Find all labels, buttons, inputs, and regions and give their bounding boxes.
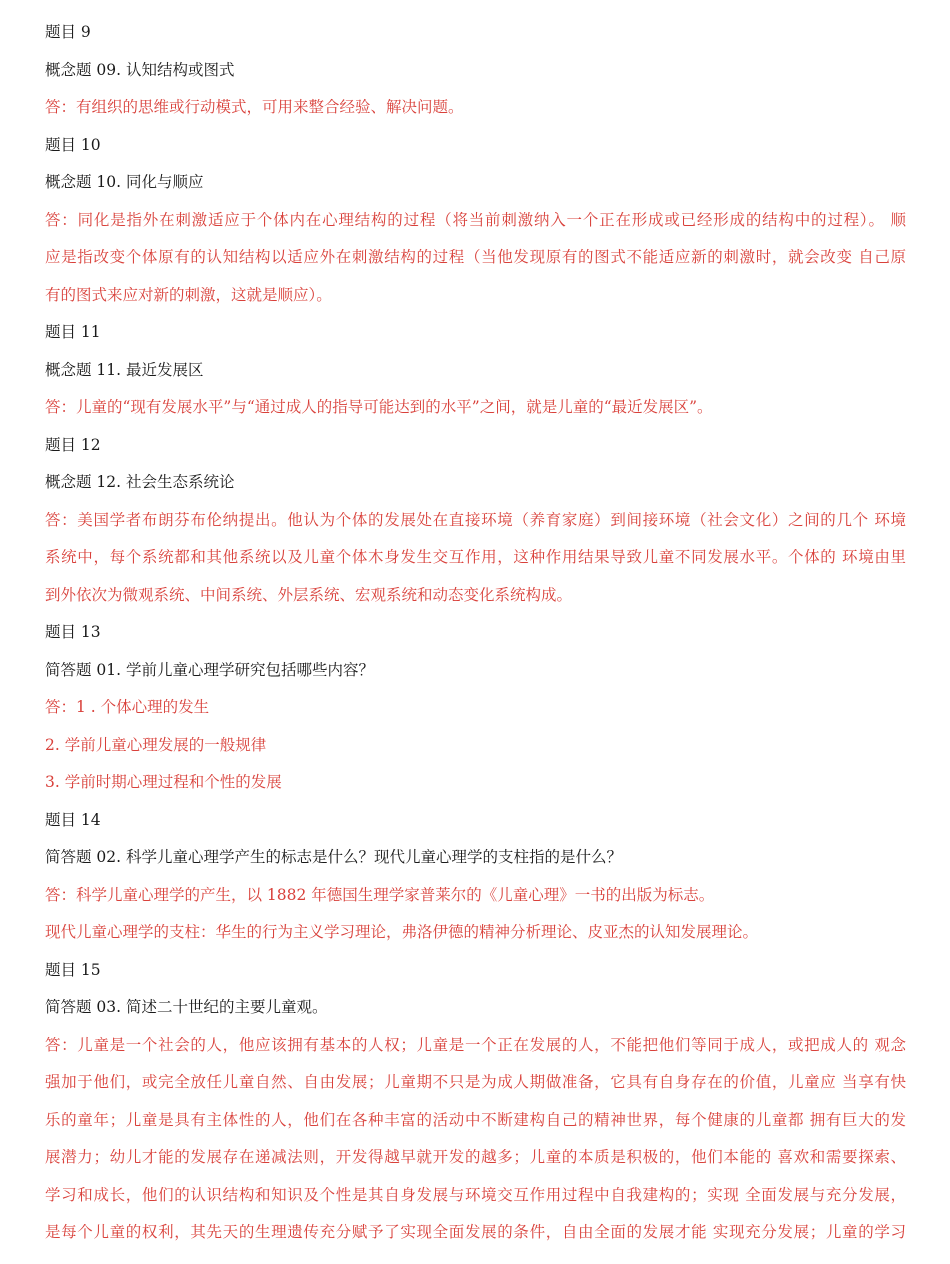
answer-line: 3. 学前时期心理过程和个性的发展 — [45, 773, 282, 791]
answer-block — [45, 507, 906, 620]
answer-line: 答：1 . 个体心理的发生 — [45, 698, 210, 716]
question-prompt: 概念题 10. 同化与顺应 — [45, 173, 204, 191]
question-number: 题目 13 — [45, 623, 101, 641]
question-number: 题目 9 — [45, 23, 91, 41]
question-number: 题目 12 — [45, 435, 101, 454]
question-prompt: 简答题 03. 简述二十世纪的主要儿童观。 — [45, 998, 328, 1016]
answer-block — [45, 94, 906, 132]
question-number: 题目 10 — [45, 135, 101, 154]
question-prompt: 简答题 02. 科学儿童心理学产生的标志是什么？现代儿童心理学的支柱指的是什么？ — [45, 848, 623, 866]
question-prompt: 概念题 09. 认知结构或图式 — [45, 60, 235, 79]
answer-line: 现代儿童心理学的支柱：华生的行为主义学习理论，弗洛伊德的精神分析理论、皮亚杰的认知发展理论。 — [45, 923, 759, 941]
answer-line: 是每个儿童的权利，其先天的生理遗传充分赋予了实现全面发展的条件，自由全面的发展才能 实现充分发展；儿童的学习 — [45, 1223, 906, 1241]
answer-block — [45, 1032, 906, 1257]
answer-line: 答：儿童是一个社会的人，他应该拥有基本的人权；儿童是一个正在发展的人，不能把他们等同于成人，或把成人的 观念 — [45, 1035, 906, 1054]
answer-line: 答：儿童的“现有发展水平”与“通过成人的指导可能达到的水平”之间，就是儿童的“最近发展区”。 — [45, 398, 713, 416]
answer-line: 展潜力；幼儿才能的发展存在递减法则，开发得越早就开发的越多；儿童的本质是积极的，他们本能的 喜欢和需要探索、 — [45, 1148, 906, 1166]
answer-line: 到外依次为微观系统、中间系统、外层系统、宏观系统和动态变化系统构成。 — [45, 585, 573, 604]
answer-line: 2. 学前儿童心理发展的一般规律 — [45, 735, 267, 754]
question-number: 题目 15 — [45, 960, 101, 979]
answer-line: 应是指改变个体原有的认知结构以适应外在刺激结构的过程（当他发现原有的图式不能适应新的刺激时，就会改变 自己原 — [45, 248, 906, 266]
question-number: 题目 14 — [45, 810, 101, 829]
question-prompt: 简答题 01. 学前儿童心理学研究包括哪些内容？ — [45, 660, 375, 679]
question-prompt: 概念题 12. 社会生态系统论 — [45, 473, 235, 491]
answer-line: 答：美国学者布朗芬布伦纳提出。他认为个体的发展处在直接环境（养育家庭）到间接环境（社会文化）之间的几个 环境 — [45, 510, 906, 529]
answer-line: 答：同化是指外在刺激适应于个体内在心理结构的过程（将当前刺激纳入一个正在形成或已经形成的结构中的过程）。 顺 — [45, 210, 906, 229]
question-prompt: 概念题 11. 最近发展区 — [45, 360, 204, 379]
answer-line: 有的图式来应对新的刺激，这就是顺应）。 — [45, 285, 332, 304]
answer-line: 答：有组织的思维或行动模式，可用来整合经验、解决问题。 — [45, 98, 464, 116]
answer-line: 答：科学儿童心理学的产生，以 1882 年德国生理学家普莱尔的《儿童心理》一书的出版为标志。 — [45, 885, 715, 904]
answer-block — [45, 207, 906, 320]
answer-line: 强加于他们，或完全放任儿童自然、自由发展；儿童期不只是为成人期做准备，它具有自身存在的价值，儿童应 当享有快 — [45, 1073, 906, 1091]
answer-line: 学习和成长，他们的认识结构和知识及个性是其自身发展与环境交互作用过程中自我建构的；实现 全面发展与充分发展， — [45, 1185, 906, 1204]
answer-line: 乐的童年；儿童是具有主体性的人，他们在各种丰富的活动中不断建构自己的精神世界，每个健康的儿童都 拥有巨大的发 — [45, 1110, 906, 1129]
answer-line: 系统中，每个系统都和其他系统以及儿童个体木身发生交互作用，这种作用结果导致儿童不同发展水平。个体的 环境由里 — [45, 548, 906, 566]
question-number: 题目 11 — [45, 323, 101, 341]
answer-block — [45, 394, 906, 432]
